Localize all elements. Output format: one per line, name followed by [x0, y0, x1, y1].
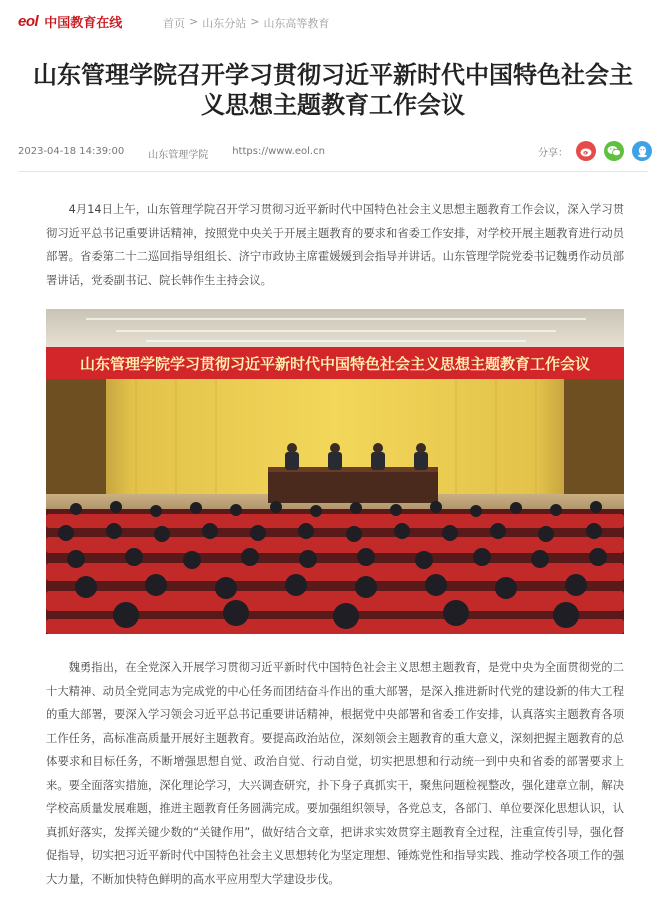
- breadcrumb-home[interactable]: 首页: [163, 17, 185, 30]
- article-paragraph: 魏勇指出，在全党深入开展学习贯彻习近平新时代中国特色社会主义思想主题教育，是党中央为全面贯彻党的二十大精神、动员全党同志为完成党的中心任务而团结奋斗作出的重大部署，是深入推进新时代党的建设新的伟大工程的重大部署，要深入学习领会习近平总书记重要讲话精神，根据党中央部署和省委工作安排，认真落实主题教育各项工作任务，高标准高质量开展好主题教育。要提高政治站位，深刻领会主题教育的重大意义，深刻把握主题教育的总体要求和目标任务，不断增强思想自觉、政治自觉、行动自觉，切实把思想和行动统一到中央和省委的部署要求上来。要全面落实措施，深化理论学习，大兴调查研究，扑下身子真抓实干，聚焦问题检视整改，强化建章立制，解决学校高质量发展难题，推进主题教育任务圆满完成。要加强组织领导，各党总支，各部门、单位要深化思想认识，认真抓好落实，发挥关键少数的“关键作用”，做好结合文章，把讲求实效贯穿主题教育全过程，注重宣传引导，强化督促指导，切实把习近平新时代中国特色社会主义思想转化为坚定理想、锤炼党性和指导实践、推动学校各项工作的强大力量，不断加快特色鲜明的高水平应用型大学建设步伐。: [46, 661, 624, 886]
- breadcrumb: [163, 15, 329, 31]
- breadcrumb-separator: >: [250, 15, 260, 28]
- photo-banner-text: 山东管理学院学习贯彻习近平新时代中国特色社会主义思想主题教育工作会议: [79, 355, 591, 373]
- article-meta: [18, 146, 325, 161]
- article-paragraph: 4月14日上午，山东管理学院召开学习贯彻习近平新时代中国特色社会主义思想主题教育工作会议，深入学习贯彻习近平总书记重要讲话精神，按照党中央关于开展主题教育的要求和省委工作安排，对学校开展主题教育进行动员部署。省委第二十二巡回指导组组长、济宁市政协主席霍媛媛到会指导并讲话。山东管理学院党委书记魏勇作动员部署讲话，党委副书记、院长韩作生主持会议。: [46, 203, 624, 287]
- breadcrumb-shandong[interactable]: 山东分站: [202, 17, 247, 30]
- site-header: [0, 0, 666, 40]
- article-title: 山东管理学院召开学习贯彻习近平新时代中国特色社会主义思想主题教育工作会议: [33, 61, 633, 119]
- site-name: 中国教育在线: [44, 16, 123, 31]
- qq-icon[interactable]: [632, 141, 652, 161]
- breadcrumb-higher-education[interactable]: 山东高等教育: [263, 17, 330, 30]
- share-label: 分享：: [538, 147, 568, 159]
- site-logo[interactable]: [18, 12, 122, 31]
- publish-date: 2023-04-18 14:39:00: [18, 146, 125, 157]
- article-source: 山东管理学院: [148, 150, 209, 161]
- share-bar: [538, 141, 652, 161]
- breadcrumb-separator: >: [189, 15, 199, 28]
- source-url: https://www.eol.cn: [232, 146, 325, 157]
- meeting-photo: [46, 309, 624, 634]
- divider: [18, 171, 648, 172]
- wechat-icon[interactable]: [604, 141, 624, 161]
- eol-logo-icon: eol: [18, 13, 39, 30]
- weibo-icon[interactable]: [576, 141, 596, 161]
